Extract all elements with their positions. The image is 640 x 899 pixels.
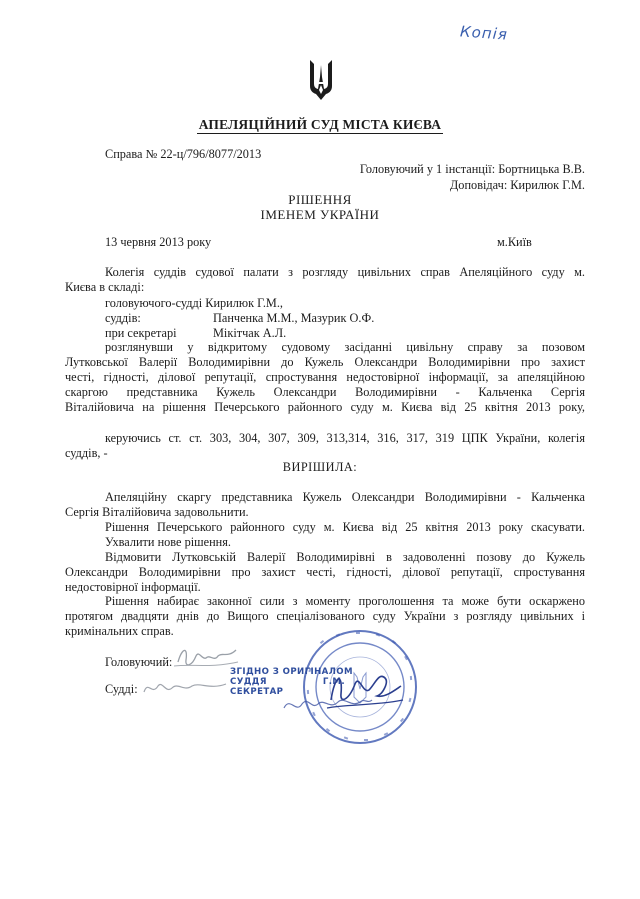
panel-judges-value: Панченка М.М., Мазурик О.Ф. (213, 311, 375, 325)
considered-line: розглянувши у відкритому судовому засіданні цивільну справу за позовом (105, 340, 585, 354)
panel-intro-line: Колегія суддів судової палати з розгляду цивільних справ Апеляційного суду м. (105, 265, 585, 279)
resolution-line: Відмовити Лутковській Валерії Володимирівні в задоволенні позову до Кужель (105, 550, 585, 564)
resolution-line: Рішення набирає законної сили з моменту проголошення та може бути оскаржено (105, 594, 585, 608)
decision-subtitle: ІМЕНЕМ УКРАЇНИ (260, 207, 380, 222)
trident-emblem-icon (306, 57, 336, 103)
panel-secretary-label: при секретарі (105, 326, 177, 340)
judges-signature-label: Судді: (105, 682, 138, 696)
resolution-line: Рішення Печерського районного суду м. Києва від 25 квітня 2013 року скасувати. (105, 520, 585, 534)
resolution-line: Олександри Володимирівни про захист честі, гідності, ділової репутації, спростування (65, 565, 585, 579)
considered-line: скаргою представника Кужель Олександри Володимирівни - Кальченка Сергія (65, 385, 585, 399)
considered-line: Лутковської Валерії Володимирівни до Кужель Олександри Володимирівни про захист (65, 355, 585, 369)
panel-judges-label: суддів: (105, 311, 141, 325)
considered-line: честі, гідності, ділової репутації, спростування недостовірної інформації, за апеляційною (65, 370, 585, 384)
court-name: АПЕЛЯЦІЙНИЙ СУД МІСТА КИЄВА (198, 117, 442, 132)
presiding-first-instance: Головуючий у 1 інстанції: Бортницька В.В. (359, 162, 585, 176)
considered-line: Віталійовича на рішення Печерського районного суду м. Києва від 25 квітня 2013 року, (65, 400, 585, 414)
decision-date: 13 червня 2013 року (105, 235, 212, 249)
judge-signature-icon (140, 676, 230, 700)
panel-chair: головуючого-судді Кирилюк Г.М., (105, 296, 284, 310)
resolution-line: Ухвалити нове рішення. (105, 535, 231, 549)
secretary-signature-icon (280, 690, 375, 718)
panel-secretary-value: Мікітчак А.Л. (213, 326, 287, 340)
chair-signature-label: Головуючий: (105, 655, 173, 669)
certification-stamp: ЗГІДНО З ОРИГІНАЛОМ СУДДЯ Г.М. СЕКРЕТАР (230, 667, 353, 698)
decision-title: РІШЕННЯ (288, 192, 352, 207)
resolution-line: Сергія Віталійовича задовольнити. (65, 505, 249, 519)
resolution-line: протягом двадцяти днів до Вищого спеціалізованого суду України з розгляду цивільних і (65, 609, 585, 623)
copy-mark: Копія (459, 22, 509, 44)
panel-intro-line: Києва в складі: (65, 280, 145, 294)
case-number: Справа № 22-ц/796/8077/2013 (105, 147, 262, 161)
guided-line: суддів, - (65, 446, 108, 460)
decision-city: м.Київ (497, 235, 532, 249)
resolution-line: недостовірної інформації. (65, 580, 201, 594)
guided-line: керуючись ст. ст. 303, 304, 307, 309, 313,314, 316, 317, 319 ЦПК України, колегія (105, 431, 585, 445)
resolution-line: Апеляційну скаргу представника Кужель Олександри Володимирівни - Кальченка (105, 490, 585, 504)
decided-heading: ВИРІШИЛА: (282, 460, 358, 474)
reporter: Доповідач: Кирилюк Г.М. (449, 178, 585, 192)
resolution-line: кримінальних справ. (65, 624, 174, 638)
